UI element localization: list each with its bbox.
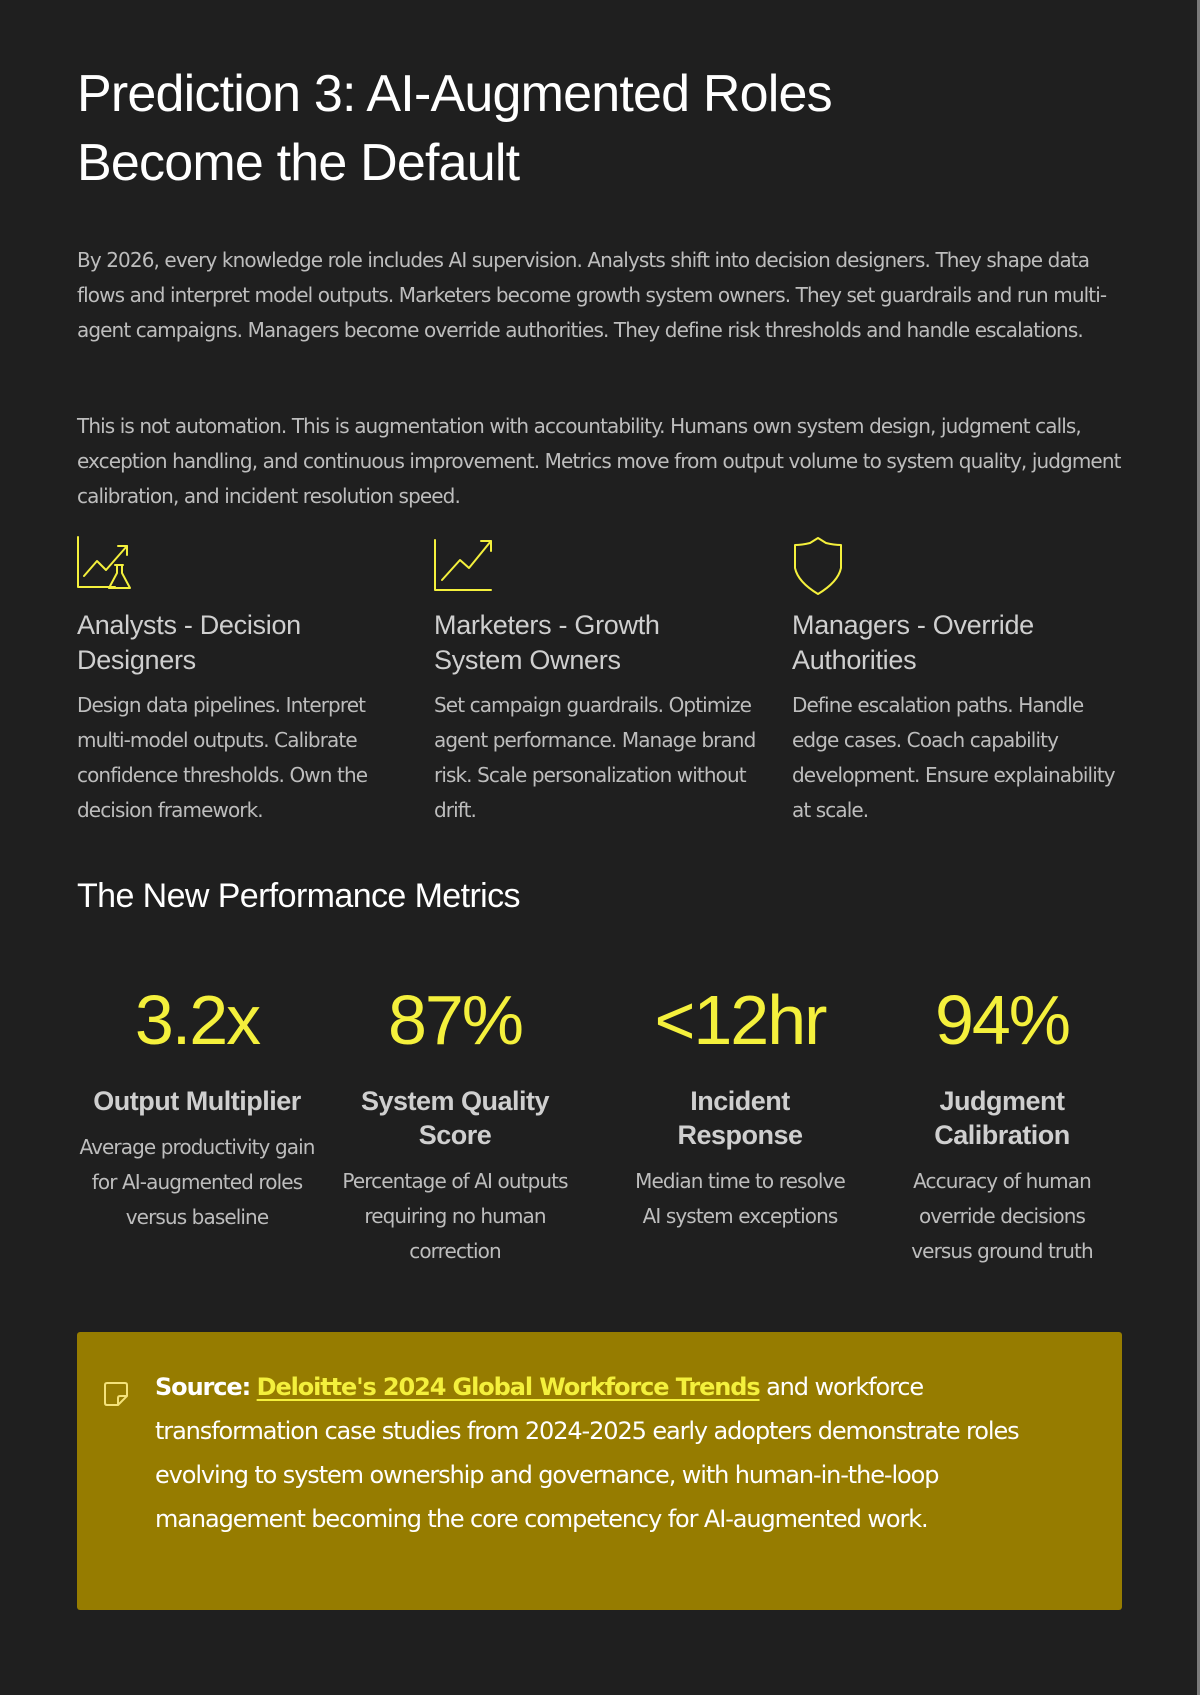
metric-incident-response (630, 980, 850, 1234)
page-title (77, 60, 1077, 198)
section-title-metrics: The New Performance Metrics (77, 877, 520, 915)
metric-description: Average productivity gain for AI-augmented roles versus baseline (79, 1135, 315, 1229)
role-title: Managers - Override Authorities (792, 610, 1034, 675)
roles-grid (77, 536, 1122, 846)
role-title: Marketers - Growth System Owners (434, 610, 660, 675)
shield-icon (792, 536, 852, 596)
metric-value: <12hr (654, 981, 826, 1059)
metric-value: 87% (387, 981, 523, 1059)
role-card-marketers (434, 536, 769, 828)
title-line-1: Prediction 3: AI-Augmented Roles (77, 65, 832, 123)
metric-judgment-calibration (887, 980, 1117, 1269)
metric-output-multiplier (77, 980, 317, 1235)
metric-description: Accuracy of human override decisions versus ground truth (911, 1169, 1093, 1263)
callout-text (155, 1365, 1092, 1541)
source-label: Source: (155, 1373, 251, 1401)
role-description: Set campaign guardrails. Optimize agent performance. Manage brand risk. Scale personalization without drift. (434, 693, 756, 822)
source-link[interactable]: Deloitte's 2024 Global Workforce Trends (256, 1373, 760, 1401)
metric-system-quality (340, 980, 570, 1269)
role-description: Design data pipelines. Interpret multi-model outputs. Calibrate confidence thresholds. Own the decision framework. (77, 693, 368, 822)
metric-label: Output Multiplier (93, 1086, 301, 1116)
intro-paragraph-1: By 2026, every knowledge role includes AI supervision. Analysts shift into decision designers. They shape data flows and interpret model outputs. Marketers become growth system owners. They set guardrails and run multi-agent campaigns. Managers become override authorities. They define risk thresholds and handle escalations. (77, 248, 1107, 342)
chart-flask-icon (77, 536, 137, 596)
title-line-2: Become the Default (77, 134, 520, 192)
metric-description: Percentage of AI outputs requiring no human correction (342, 1169, 568, 1263)
metric-label: System Quality Score (360, 1086, 550, 1150)
intro-paragraph-2: This is not automation. This is augmentation with accountability. Humans own system design, judgment calls, exception handling, and continuous improvement. Metrics move from output volume to system quality, judgment calibration, and incident resolution speed. (77, 414, 1121, 508)
metric-value: 94% (934, 981, 1070, 1059)
metric-description: Median time to resolve AI system exceptions (635, 1169, 845, 1228)
note-icon (102, 1380, 130, 1408)
role-card-analysts (77, 536, 412, 828)
callout-body: and workforce transformation case studies from 2024-2025 early adopters demonstrate roles evolving to system ownership and governance, with human-in-the-loop management becoming the core competency for AI-augmented work. (155, 1373, 1019, 1533)
metric-value: 3.2x (134, 981, 260, 1059)
metric-label: Judgment Calibration (934, 1086, 1070, 1150)
growth-chart-icon (434, 536, 494, 596)
role-description: Define escalation paths. Handle edge cases. Coach capability development. Ensure explainability at scale. (792, 693, 1115, 822)
source-callout (77, 1332, 1122, 1610)
role-card-managers (792, 536, 1127, 828)
role-title: Analysts - Decision Designers (77, 610, 301, 675)
metric-label: Incident Response (677, 1086, 803, 1150)
